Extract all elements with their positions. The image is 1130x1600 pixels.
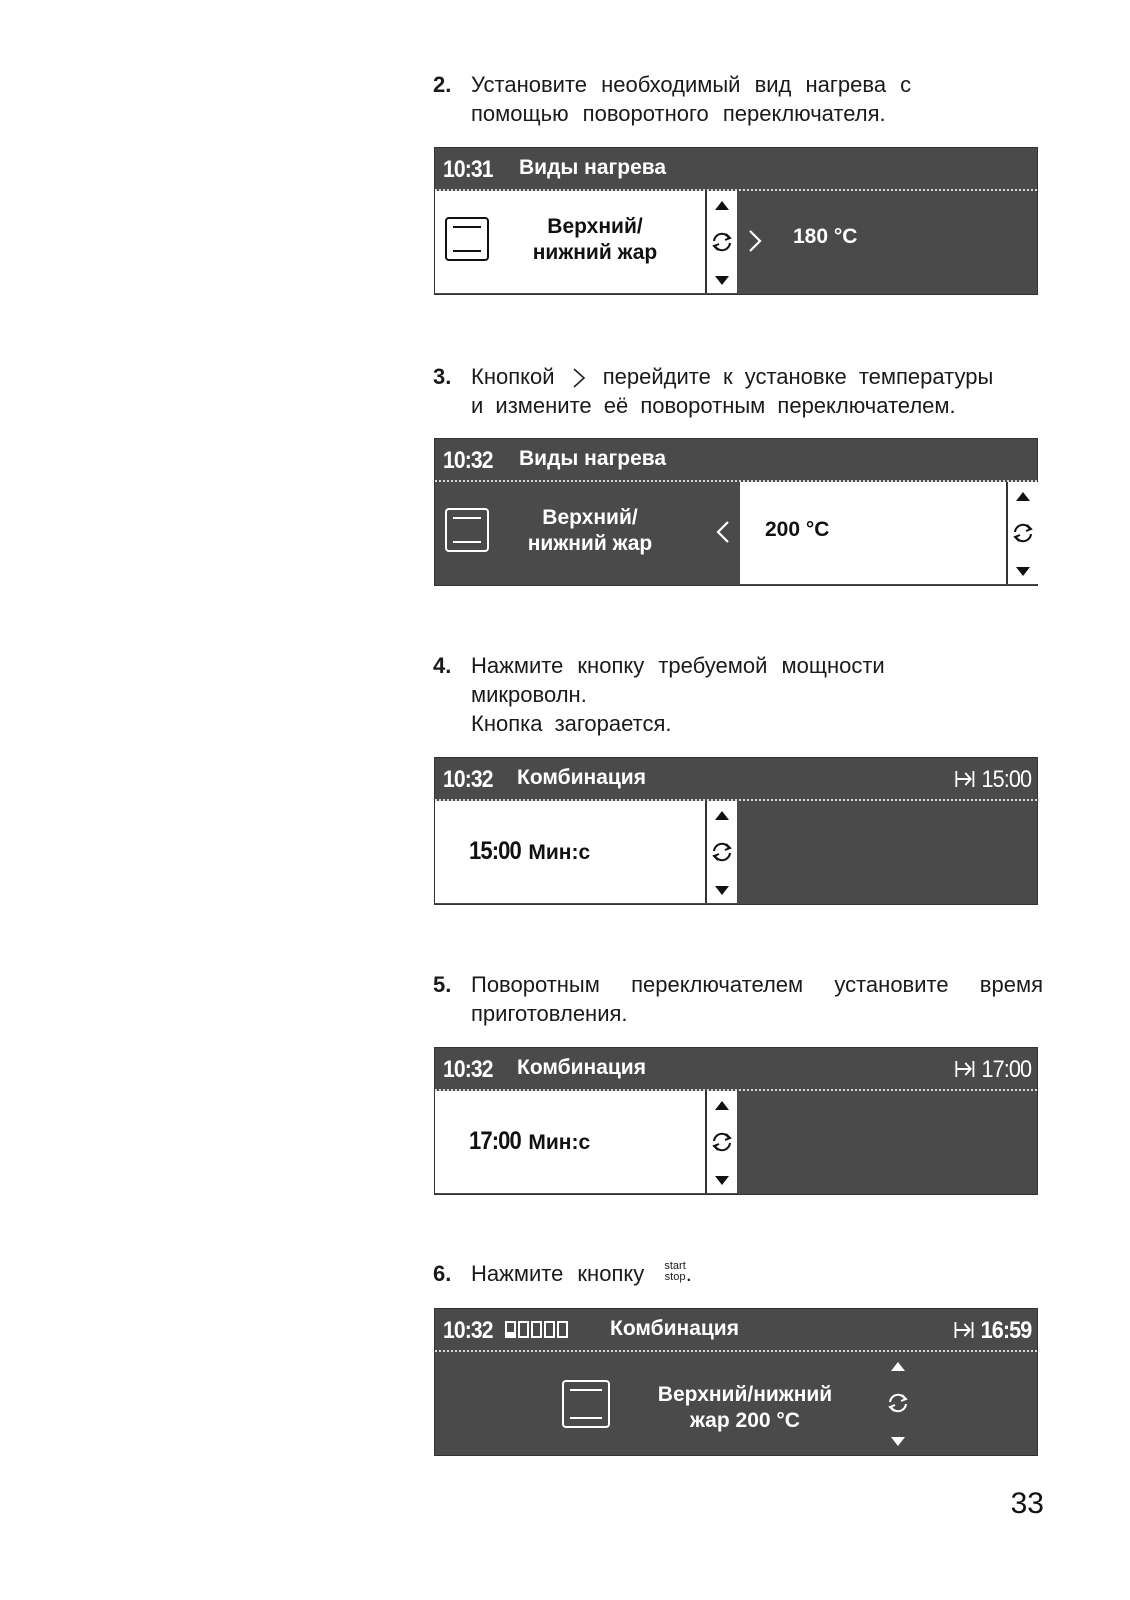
oven-top-bottom-heat-icon: [445, 508, 489, 552]
time-selector[interactable]: [435, 1091, 705, 1193]
temperature-value: 180 °C: [793, 225, 858, 248]
mode-label-line1: Верхний/: [547, 215, 643, 238]
rotary-selector-icon: [710, 1130, 734, 1154]
step-3: [433, 362, 993, 420]
step-number: 2.: [433, 72, 452, 97]
scroll-up-icon: [715, 201, 729, 210]
mode-label-line2: нижний жар: [527, 532, 653, 555]
rotary-selector-icon: [886, 1391, 910, 1415]
scroll-up-icon: [891, 1362, 905, 1371]
display-temperature: [434, 438, 1038, 586]
cooking-time-value: 17:00: [469, 1127, 521, 1155]
end-time-value: 15:00: [981, 766, 1031, 793]
scroll-down-icon: [1016, 567, 1030, 576]
display-title: Виды нагрева: [519, 156, 667, 179]
step-text-line: помощью поворотного переключателя.: [471, 101, 886, 126]
display-header: [435, 148, 1037, 191]
display-header: [435, 1048, 1037, 1091]
clock-time: 10:32: [443, 447, 493, 474]
progress-cell: [544, 1321, 555, 1338]
mode-label-line1: Верхний/: [542, 506, 638, 529]
display-combination-time: [434, 757, 1038, 905]
end-time-value: 16:59: [980, 1317, 1031, 1344]
display-title: Комбинация: [517, 766, 646, 789]
cooking-time-unit: Мин:с: [528, 841, 591, 864]
step-text-line: Поворотным переключателем установите время: [471, 972, 1043, 997]
scroll-up-icon: [715, 811, 729, 820]
step-6: [433, 1259, 692, 1288]
temperature-value: 200 °C: [765, 518, 830, 541]
step-text-part: Нажмите кнопку: [471, 1261, 645, 1286]
cooking-time-unit: Мин:с: [528, 1131, 591, 1154]
right-chevron-icon[interactable]: [747, 229, 763, 253]
scroll-down-icon: [715, 886, 729, 895]
display-heating-mode: [434, 147, 1038, 295]
start-stop-key-icon: [664, 1261, 685, 1283]
end-time-value: 17:00: [981, 1056, 1031, 1083]
step-2: [433, 70, 911, 128]
step-text-part: Кнопкой: [471, 364, 555, 389]
progress-cell: [518, 1321, 529, 1338]
display-combination-running: [434, 1308, 1038, 1456]
scroll-down-icon: [715, 1176, 729, 1185]
time-selector[interactable]: [435, 801, 705, 903]
start-key-label: start: [664, 1260, 686, 1273]
step-text-part: перейдите к установке температуры: [602, 364, 994, 389]
rotary-selector-icon: [710, 840, 734, 864]
rotary-scroll-indicator: [1006, 482, 1038, 584]
rotary-scroll-indicator: [705, 191, 737, 293]
oven-top-bottom-heat-icon: [445, 217, 489, 261]
end-time-icon: [953, 1320, 975, 1340]
end-time: [954, 1056, 1031, 1084]
step-5: [433, 970, 1043, 1028]
step-text-line: приготовления.: [471, 1001, 628, 1026]
clock-time: 10:32: [443, 1056, 493, 1083]
scroll-down-icon: [715, 276, 729, 285]
step-number: 5.: [433, 972, 452, 997]
display-combination-time: [434, 1047, 1038, 1195]
step-number: 6.: [433, 1261, 452, 1286]
oven-top-bottom-heat-icon: [562, 1380, 610, 1428]
step-text-end: .: [685, 1261, 692, 1286]
progress-cell: [531, 1321, 542, 1338]
end-time-icon: [954, 1059, 976, 1079]
step-text-line: и измените её поворотным переключателем.: [471, 393, 956, 418]
scroll-up-icon: [715, 1101, 729, 1110]
end-time: [954, 766, 1031, 794]
step-text-line: Нажмите кнопку требуемой мощности: [471, 653, 885, 678]
temperature-selector[interactable]: [740, 482, 1006, 584]
end-time: [953, 1317, 1031, 1345]
step-4: [433, 651, 885, 738]
display-header: [435, 1309, 1037, 1352]
progress-cell: [505, 1321, 516, 1338]
progress-cells: [505, 1321, 570, 1343]
end-time-icon: [954, 769, 976, 789]
right-chevron-icon: [571, 367, 587, 389]
clock-time: 10:32: [443, 1317, 493, 1344]
step-text-line: Кнопка загорается.: [471, 711, 672, 736]
mode-label-line2: жар 200 °C: [690, 1409, 800, 1432]
display-title: Комбинация: [517, 1056, 646, 1079]
scroll-up-icon: [1016, 492, 1030, 501]
display-header: [435, 758, 1037, 801]
step-text-line: Установите необходимый вид нагрева с: [471, 72, 912, 97]
scroll-down-icon: [891, 1437, 905, 1446]
clock-time: 10:31: [443, 156, 493, 183]
rotary-selector-icon: [710, 230, 734, 254]
rotary-scroll-indicator: [705, 1091, 737, 1193]
left-chevron-icon[interactable]: [715, 520, 731, 544]
mode-selector[interactable]: [435, 191, 705, 293]
display-header: [435, 439, 1037, 482]
page-number: 33: [1010, 1487, 1044, 1520]
mode-label-line1: Верхний/нижний: [657, 1383, 833, 1406]
stop-key-label: stop: [664, 1271, 686, 1284]
clock-time: 10:32: [443, 766, 493, 793]
step-number: 3.: [433, 364, 452, 389]
display-title: Виды нагрева: [519, 447, 667, 470]
rotary-scroll-indicator: [883, 1352, 913, 1454]
rotary-selector-icon: [1011, 521, 1035, 545]
progress-cell: [557, 1321, 568, 1338]
cooking-time-value: 15:00: [469, 837, 521, 865]
step-text-line: микроволн.: [471, 682, 587, 707]
mode-label-line2: нижний жар: [532, 241, 658, 264]
display-title: Комбинация: [610, 1317, 739, 1340]
rotary-scroll-indicator: [705, 801, 737, 903]
step-number: 4.: [433, 653, 452, 678]
